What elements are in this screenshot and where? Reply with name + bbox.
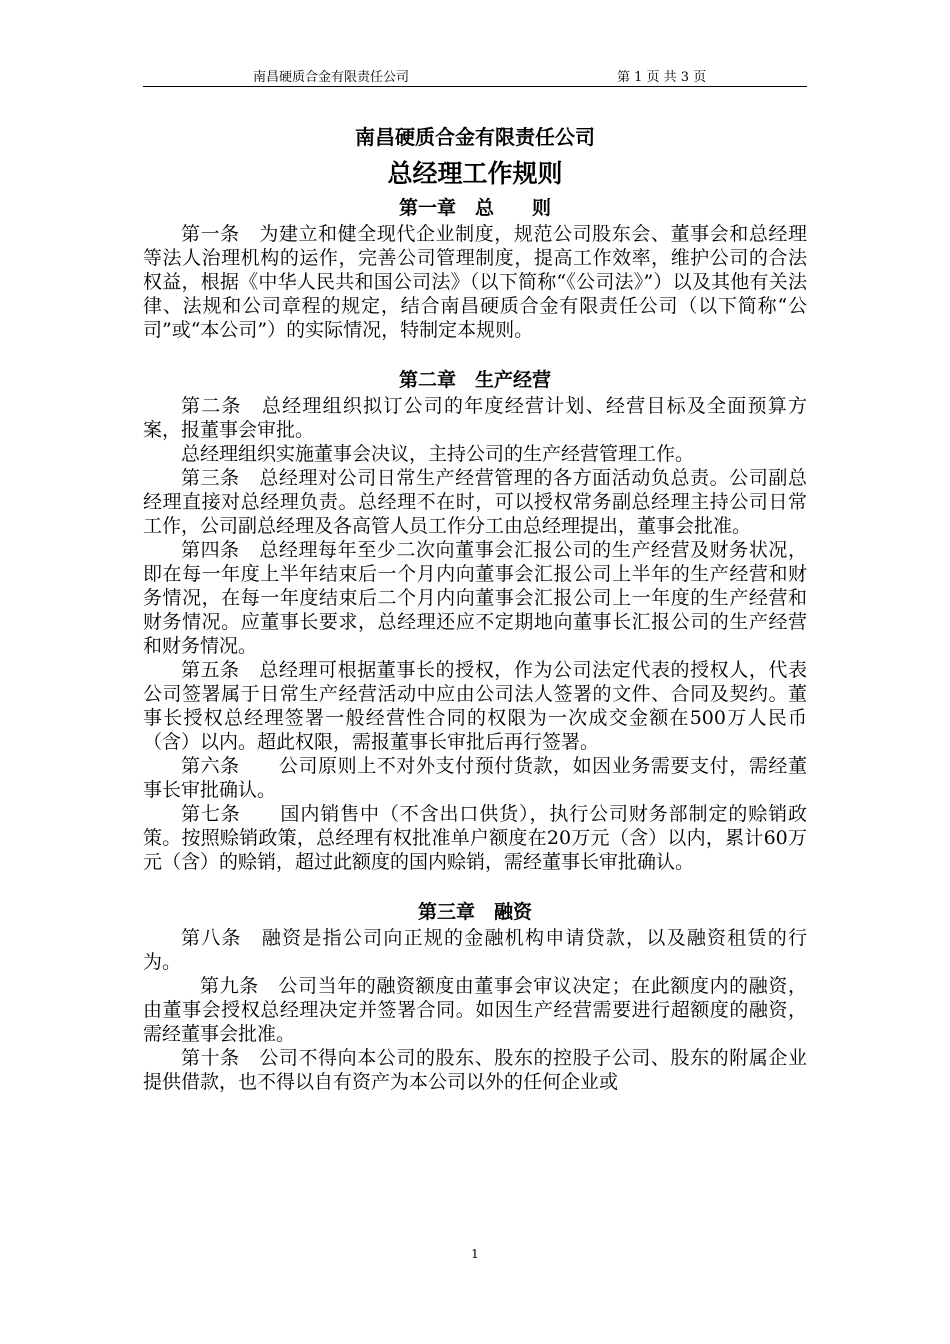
chapter-heading: 第三章 融资 xyxy=(417,901,532,923)
document-title: 总经理工作规则 xyxy=(387,159,563,188)
page-header xyxy=(143,66,807,87)
article-8: 第八条 融资是指公司向正规的金融机构申请贷款，以及融资租赁的行为。 xyxy=(143,927,807,973)
document-company-title: 南昌硬质合金有限责任公司 xyxy=(355,125,595,149)
article-9: 第九条 公司当年的融资额度由董事会审议决定；在此额度内的融资，由董事会授权总经理决定并签署合同。如因生产经营需要进行超额度的融资，需经董事会批准。 xyxy=(143,975,807,1045)
article-1: 第一条 为建立和健全现代企业制度，规范公司股东会、董事会和总经理等法人治理机构的运作，完善公司管理制度，提高工作效率，维护公司的合法权益，根据《中华人民共和国公司法》（以下简称“《公司法》”）以及其他有关法律、法规和公司章程的规定，结合南昌硬质合金有限责任公司（以下简称“公司”或“本公司”）的实际情况，特制定本规则。 xyxy=(143,223,807,341)
chapter-1 xyxy=(143,194,807,342)
chapter-3 xyxy=(143,898,807,1094)
article-5: 第五条 总经理可根据董事长的授权，作为公司法定代表的授权人，代表公司签署属于日常生产经营活动中应由公司法人签署的文件、合同及契约。董事长授权总经理签署一般经营性合同的权限为一次成交金额在500万人民币（含）以内。超此权限，需报董事长审批后再行签署。 xyxy=(143,659,807,753)
page-number: 1 xyxy=(471,1247,479,1261)
header-page-info: 第 1 页 共 3 页 xyxy=(617,70,707,85)
article-2: 第二条 总经理组织拟订公司的年度经营计划、经营目标及全面预算方案，报董事会审批。 xyxy=(143,395,807,441)
article-10: 第十条 公司不得向本公司的股东、股东的控股子公司、股东的附属企业提供借款，也不得以自有资产为本公司以外的任何企业或 xyxy=(143,1047,807,1093)
article-7: 第七条 国内销售中（不含出口供货），执行公司财务部制定的赊销政策。按照赊销政策，总经理有权批准单户额度在20万元（含）以内，累计60万元（含）的赊销，超过此额度的国内赊销，需经董事长审批确认。 xyxy=(143,803,807,873)
header-company-name: 南昌硬质合金有限责任公司 xyxy=(253,70,410,85)
article-6: 第六条 公司原则上不对外支付预付货款，如因业务需要支付，需经董事长审批确认。 xyxy=(143,755,807,801)
article-3: 第三条 总经理对公司日常生产经营管理的各方面活动负总责。公司副总经理直接对总经理负责。总经理不在时，可以授权常务副总经理主持公司日常工作，公司副总经理及各高管人员工作分工由总经理提出，董事会批准。 xyxy=(143,467,807,537)
article-2-continued: 总经理组织实施董事会决议，主持公司的生产经营管理工作。 xyxy=(181,443,695,465)
chapter-heading: 第二章 生产经营 xyxy=(398,369,551,391)
article-4: 第四条 总经理每年至少二次向董事会汇报公司的生产经营及财务状况，即在每一年度上半年结束后一个月内向董事会汇报公司上半年的生产经营和财务情况，在每一年度结束后二个月内向董事会汇报公司上一年度的生产经营和财务情况。应董事长要求，总经理还应不定期地向董事长汇报公司的生产经营和财务情况。 xyxy=(143,539,807,657)
document-body xyxy=(143,122,807,1094)
chapter-2 xyxy=(143,366,807,874)
chapter-heading: 第一章 总 则 xyxy=(398,197,551,219)
